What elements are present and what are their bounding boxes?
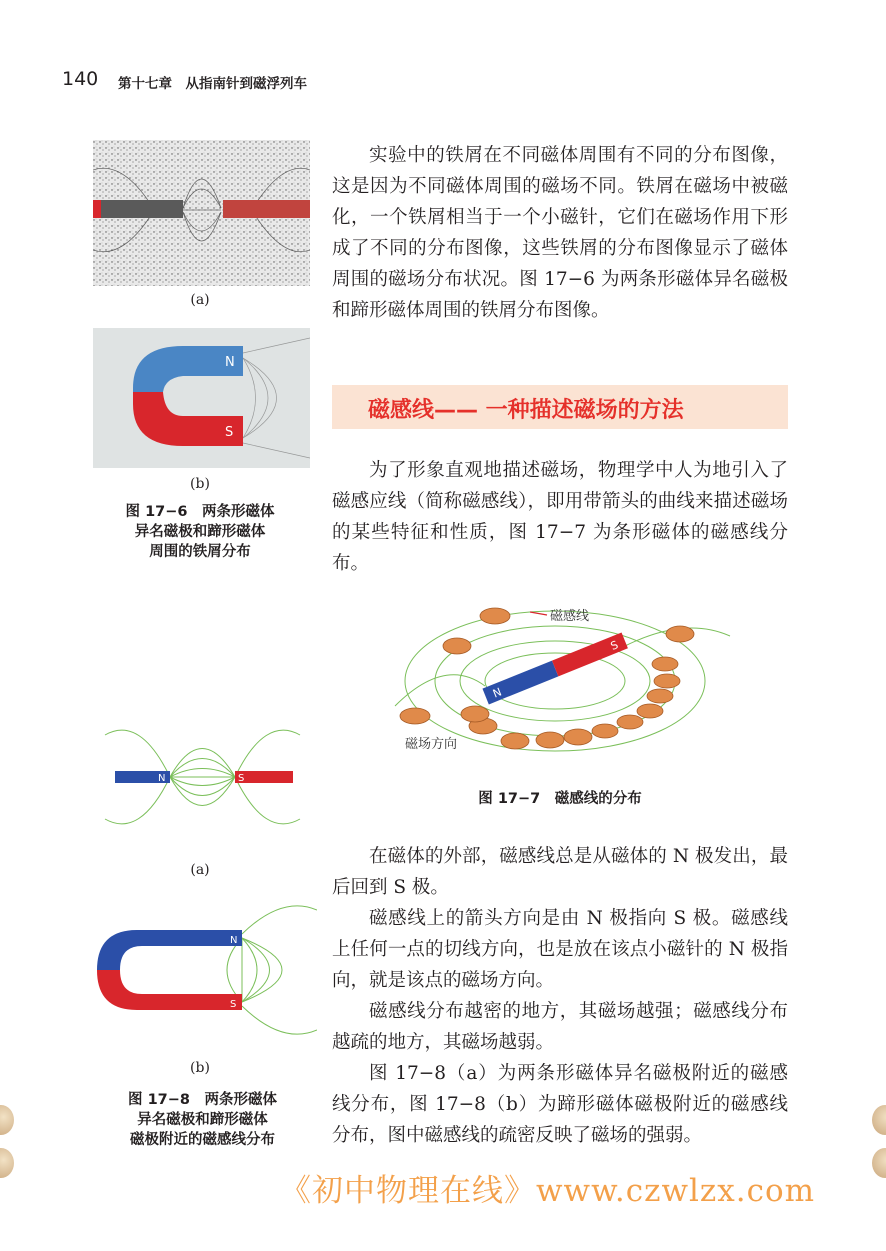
fig17-7-field-lines-label: 磁感线 bbox=[550, 609, 590, 624]
body-paragraph: 在磁体的外部，磁感线总是从磁体的 N 极发出，最后回到 S 极。 bbox=[332, 846, 788, 898]
section-heading bbox=[332, 385, 788, 429]
fig17-7-field-diagram bbox=[385, 596, 735, 766]
fig17-8-caption bbox=[95, 1090, 310, 1150]
fig17-8-caption-line: 磁极附近的磁感线分布 bbox=[130, 1132, 275, 1148]
fig17-8b-n-label: N bbox=[230, 935, 238, 946]
chapter-title: 第十七章 从指南针到磁浮列车 bbox=[118, 76, 307, 92]
fig17-8-caption-line: 异名磁极和蹄形磁体 bbox=[137, 1112, 268, 1128]
fig17-8a-field-lines bbox=[100, 715, 305, 855]
fig17-6b-horseshoe-photo bbox=[93, 328, 310, 468]
fig17-6-caption-line: 周围的铁屑分布 bbox=[149, 544, 251, 560]
fig17-8a-n-label: N bbox=[158, 773, 166, 784]
fig17-6a-iron-filings-photo bbox=[93, 140, 310, 286]
edge-decoration bbox=[872, 1148, 886, 1178]
body-paragraph: 磁感线上的箭头方向是由 N 极指向 S 极。磁感线上任何一点的切线方向，也是放在该点小磁针的 N 极指向，就是该点的磁场方向。 bbox=[332, 908, 788, 991]
fig17-6b-n-label: N bbox=[225, 355, 235, 370]
body-paragraph: 图 17−8（a）为两条形磁体异名磁极附近的磁感线分布，图 17−8（b）为蹄形磁体磁极附近的磁感线分布，图中磁感线的疏密反映了磁场的强弱。 bbox=[332, 1063, 788, 1146]
edge-decoration bbox=[0, 1148, 14, 1178]
fig17-8-caption-line: 图 17−8 两条形磁体 bbox=[128, 1092, 277, 1108]
edge-decoration bbox=[0, 1105, 14, 1135]
fig17-6-caption bbox=[100, 502, 300, 562]
page-number: 140 bbox=[62, 68, 99, 90]
fig17-7-s-label: S bbox=[608, 638, 621, 653]
body-text bbox=[332, 841, 788, 1151]
fig17-6b-label: (b) bbox=[190, 476, 210, 492]
fig17-7-caption: 图 17−7 磁感线的分布 bbox=[478, 791, 642, 807]
fig17-8b-s-label: S bbox=[230, 999, 237, 1010]
edge-decoration bbox=[872, 1105, 886, 1135]
fig17-8b-field-lines bbox=[92, 900, 317, 1040]
fig17-8a-label: (a) bbox=[190, 862, 210, 878]
fig17-6-caption-line: 异名磁极和蹄形磁体 bbox=[134, 524, 266, 540]
fig17-8a-s-label: S bbox=[238, 773, 245, 784]
fig17-6a-label: (a) bbox=[190, 292, 210, 308]
fig17-7-n-label: N bbox=[491, 685, 504, 701]
section-title: 磁感线—— 一种描述磁场的方法 bbox=[368, 398, 684, 423]
section-paragraph: 为了形象直观地描述磁场，物理学中人为地引入了磁感应线（简称磁感线），即用带箭头的曲线来描述磁场的某些特征和性质，图 17−7 为条形磁体的磁感线分布。 bbox=[332, 460, 788, 574]
body-paragraph: 磁感线分布越密的地方，其磁场越强；磁感线分布越疏的地方，其磁场越弱。 bbox=[332, 1001, 788, 1053]
fig17-6-caption-line: 图 17−6 两条形磁体 bbox=[125, 504, 275, 520]
fig17-7-direction-label: 磁场方向 bbox=[405, 737, 458, 752]
fig17-8b-label: (b) bbox=[190, 1060, 210, 1076]
intro-paragraph: 实验中的铁屑在不同磁体周围有不同的分布图像，这是因为不同磁体周围的磁场不同。铁屑在磁场中被磁化，一个铁屑相当于一个小磁针，它们在磁场作用下形成了不同的分布图像，这些铁屑的分布图像显示了磁体周围的磁场分布状况。图 17−6 为两条形磁体异名磁极和蹄形磁体周围的铁屑分布图像。 bbox=[332, 145, 788, 321]
watermark: 《初中物理在线》www.czwlzx.com bbox=[280, 1173, 816, 1209]
fig17-6b-s-label: S bbox=[225, 425, 234, 440]
